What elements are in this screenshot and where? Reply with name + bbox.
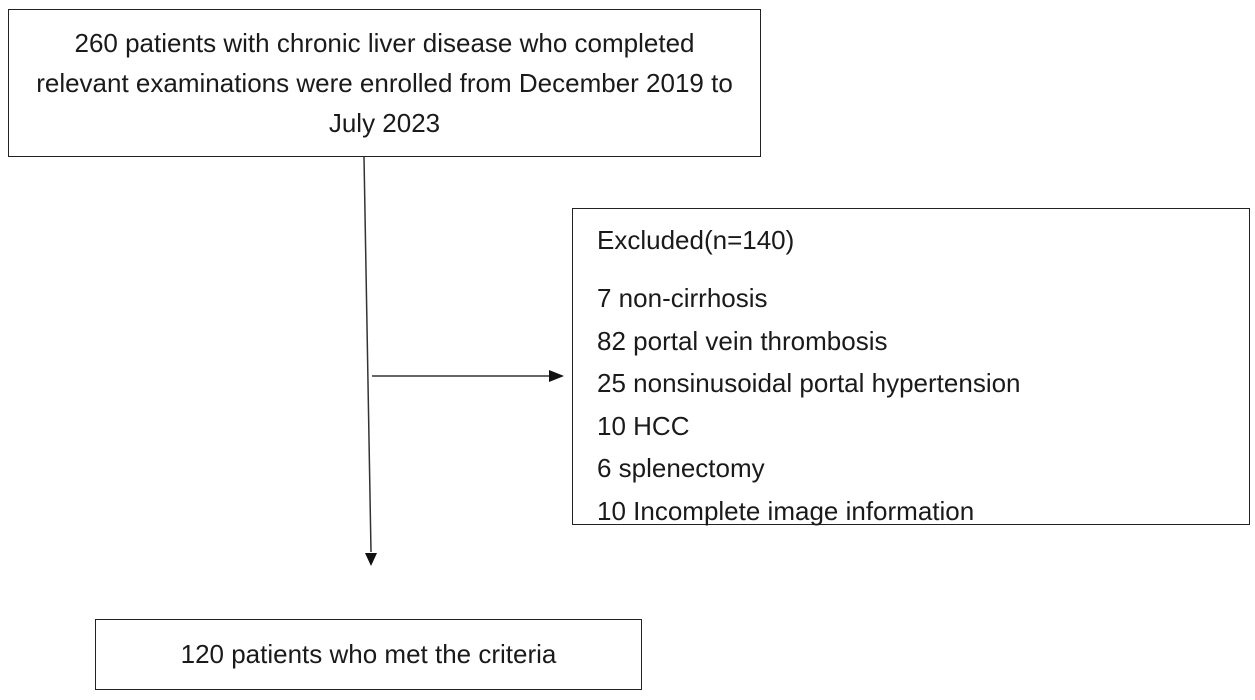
excluded-reason-item: 82 portal vein thrombosis — [597, 325, 888, 356]
excluded-reason-item: 7 non-cirrhosis — [597, 283, 768, 313]
excluded-title: Excluded(n=140) — [597, 225, 795, 255]
excluded-reason-item: 6 splenectomy — [597, 453, 765, 483]
excluded-reason-item: 10 Incomplete image information — [597, 495, 975, 526]
right-arrow-head — [549, 370, 564, 382]
enrolled-patients-text: 260 patients with chronic liver disease who completed relevant examinations were enrolled from December 2019 to July 2023 — [36, 28, 733, 138]
excluded-reason-item: 10 HCC — [597, 410, 690, 441]
down-arrow-head — [365, 553, 377, 566]
main-flow-line — [364, 157, 371, 552]
final-patients-text: 120 patients who met the criteria — [180, 639, 557, 669]
excluded-reason-item: 25 nonsinusoidal portal hypertension — [597, 368, 1021, 398]
